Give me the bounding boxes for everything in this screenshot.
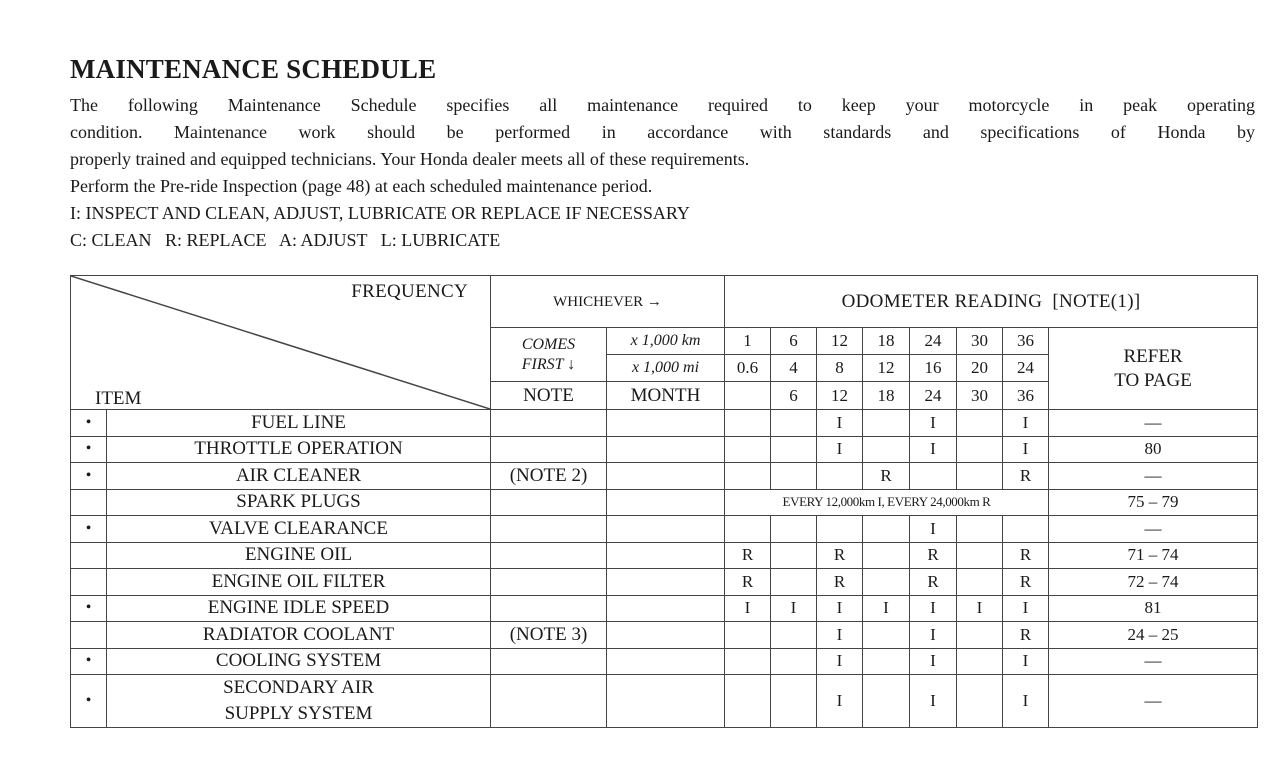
schedule-mark [725, 622, 771, 649]
km-value: 36 [1003, 328, 1049, 355]
schedule-mark [771, 516, 817, 543]
refer-page-cell: — [1049, 463, 1258, 490]
km-unit-label: x 1,000 km [607, 328, 725, 355]
month-value: 18 [863, 382, 910, 410]
schedule-mark: R [817, 569, 863, 596]
mi-value: 20 [957, 355, 1003, 382]
note-cell [491, 648, 607, 675]
item-name: ENGINE OIL FILTER [107, 569, 491, 596]
km-value: 6 [771, 328, 817, 355]
item-name: VALVE CLEARANCE [107, 516, 491, 543]
note-cell: (NOTE 2) [491, 463, 607, 490]
item-name: AIR CLEANER [107, 463, 491, 490]
schedule-mark: R [910, 542, 957, 569]
refer-page-cell: 71 – 74 [1049, 542, 1258, 569]
schedule-mark: I [817, 595, 863, 622]
schedule-mark: R [817, 542, 863, 569]
item-name: ENGINE IDLE SPEED [107, 595, 491, 622]
refer-label: REFER [1123, 345, 1183, 367]
schedule-mark: I [817, 648, 863, 675]
item-name: THROTTLE OPERATION [107, 436, 491, 463]
item-name: COOLING SYSTEM [107, 648, 491, 675]
item-name: FUEL LINE [107, 410, 491, 437]
severity-dot: • [71, 410, 107, 437]
severity-dot: • [71, 675, 107, 728]
month-cell [607, 595, 725, 622]
interval-note: EVERY 12,000km I, EVERY 24,000km R [725, 489, 1049, 516]
schedule-mark: I [910, 622, 957, 649]
severity-dot [71, 489, 107, 516]
table-row [71, 516, 1258, 543]
note-cell [491, 595, 607, 622]
table-row [71, 648, 1258, 675]
table-row [71, 595, 1258, 622]
mi-unit-label: x 1,000 mi [607, 355, 725, 382]
km-value: 18 [863, 328, 910, 355]
schedule-mark: I [1003, 675, 1049, 728]
note-cell [491, 436, 607, 463]
note-cell [491, 675, 607, 728]
schedule-mark: I [863, 595, 910, 622]
schedule-mark [771, 622, 817, 649]
schedule-mark: R [1003, 569, 1049, 596]
mi-value: 8 [817, 355, 863, 382]
table-row [71, 410, 1258, 437]
schedule-mark [725, 436, 771, 463]
odometer-reading-header: ODOMETER READING [NOTE(1)] [725, 276, 1258, 328]
schedule-mark: I [910, 516, 957, 543]
schedule-mark: I [1003, 436, 1049, 463]
schedule-mark [863, 516, 910, 543]
schedule-mark: I [817, 675, 863, 728]
note-cell [491, 410, 607, 437]
schedule-mark: I [957, 595, 1003, 622]
refer-page-cell: 72 – 74 [1049, 569, 1258, 596]
km-value: 30 [957, 328, 1003, 355]
first-label: FIRST ↓ [521, 355, 576, 373]
schedule-mark [1003, 516, 1049, 543]
schedule-mark: I [1003, 410, 1049, 437]
mi-value: 4 [771, 355, 817, 382]
item-name: SPARK PLUGS [107, 489, 491, 516]
severity-dot: • [71, 595, 107, 622]
refer-page-cell: — [1049, 648, 1258, 675]
table-row [71, 542, 1258, 569]
schedule-mark: I [771, 595, 817, 622]
table-row [71, 569, 1258, 596]
note-cell: (NOTE 3) [491, 622, 607, 649]
severity-dot: • [71, 436, 107, 463]
refer-page-cell: 24 – 25 [1049, 622, 1258, 649]
legend-inspect: I: INSPECT AND CLEAN, ADJUST, LUBRICATE OR REPLACE IF NECESSARY [70, 203, 690, 223]
legend-codes: C: CLEAN R: REPLACE A: ADJUST L: LUBRICATE [70, 230, 501, 250]
intro-line-3: properly trained and equipped technicians. Your Honda dealer meets all of these requirements. [70, 149, 750, 169]
note-column-header: NOTE [491, 382, 607, 410]
km-value: 12 [817, 328, 863, 355]
schedule-mark [863, 622, 910, 649]
maintenance-table [70, 275, 1258, 728]
schedule-mark: R [1003, 463, 1049, 490]
schedule-mark [910, 463, 957, 490]
schedule-mark: I [817, 436, 863, 463]
mi-value: 0.6 [725, 355, 771, 382]
refer-page-cell: 75 – 79 [1049, 489, 1258, 516]
mi-value: 16 [910, 355, 957, 382]
to-page-label: TO PAGE [1114, 369, 1192, 391]
schedule-mark: R [725, 542, 771, 569]
month-value: 6 [771, 382, 817, 410]
severity-dot: • [71, 648, 107, 675]
schedule-mark [817, 463, 863, 490]
schedule-mark: I [910, 595, 957, 622]
month-value: 12 [817, 382, 863, 410]
mi-value: 12 [863, 355, 910, 382]
frequency-label: FREQUENCY [351, 281, 468, 302]
schedule-mark [725, 410, 771, 437]
severity-dot [71, 542, 107, 569]
mi-value: 24 [1003, 355, 1049, 382]
page-title: MAINTENANCE SCHEDULE [70, 54, 437, 84]
schedule-mark: R [910, 569, 957, 596]
note-cell [491, 542, 607, 569]
note-cell [491, 516, 607, 543]
month-cell [607, 622, 725, 649]
severity-dot: • [71, 463, 107, 490]
item-label: ITEM [95, 388, 142, 409]
schedule-mark [771, 542, 817, 569]
schedule-mark [725, 675, 771, 728]
schedule-mark: I [725, 595, 771, 622]
schedule-mark [817, 516, 863, 543]
schedule-mark [863, 542, 910, 569]
schedule-mark: I [910, 648, 957, 675]
item-name: RADIATOR COOLANT [107, 622, 491, 649]
table-row [71, 489, 1258, 516]
schedule-mark [863, 569, 910, 596]
severity-dot [71, 569, 107, 596]
month-cell [607, 516, 725, 543]
month-cell [607, 489, 725, 516]
schedule-mark [771, 648, 817, 675]
table-row [71, 436, 1258, 463]
schedule-mark [863, 410, 910, 437]
table-row [71, 463, 1258, 490]
note-cell [491, 489, 607, 516]
intro-line-1: The following Maintenance Schedule specifies all maintenance required to keep your motorcycle in peak operating [70, 95, 1255, 115]
note-cell [491, 569, 607, 596]
schedule-mark [957, 675, 1003, 728]
month-cell [607, 542, 725, 569]
schedule-mark [725, 648, 771, 675]
month-cell [607, 648, 725, 675]
intro-text [70, 92, 1255, 254]
schedule-mark [725, 463, 771, 490]
schedule-mark: I [817, 622, 863, 649]
intro-line-2: condition. Maintenance work should be performed in accordance with standards and specifications of Honda by [70, 122, 1255, 142]
schedule-mark [957, 410, 1003, 437]
schedule-mark: I [910, 410, 957, 437]
refer-page-cell: — [1049, 516, 1258, 543]
schedule-mark: I [910, 436, 957, 463]
schedule-mark [957, 622, 1003, 649]
km-value: 24 [910, 328, 957, 355]
schedule-mark [725, 516, 771, 543]
severity-dot [71, 622, 107, 649]
schedule-mark [957, 542, 1003, 569]
schedule-mark: I [910, 675, 957, 728]
month-column-header: MONTH [607, 382, 725, 410]
schedule-mark [957, 436, 1003, 463]
comes-label: COMES [521, 335, 576, 353]
intro-line-4: Perform the Pre-ride Inspection (page 48) at each scheduled maintenance period. [70, 176, 653, 196]
month-cell [607, 463, 725, 490]
table-row [71, 622, 1258, 649]
month-value [725, 382, 771, 410]
schedule-mark: I [1003, 595, 1049, 622]
month-cell [607, 569, 725, 596]
month-value: 36 [1003, 382, 1049, 410]
item-name: ENGINE OIL [107, 542, 491, 569]
schedule-mark [771, 463, 817, 490]
schedule-mark [771, 410, 817, 437]
refer-page-cell: — [1049, 410, 1258, 437]
schedule-mark [957, 463, 1003, 490]
month-cell [607, 410, 725, 437]
schedule-mark [771, 569, 817, 596]
schedule-mark [957, 516, 1003, 543]
frequency-item-corner [71, 276, 491, 410]
schedule-mark: R [863, 463, 910, 490]
schedule-mark [771, 675, 817, 728]
schedule-mark [957, 569, 1003, 596]
refer-to-page-header [1049, 328, 1258, 410]
item-name: SECONDARY AIR SUPPLY SYSTEM [107, 675, 491, 728]
refer-page-cell: — [1049, 675, 1258, 728]
schedule-mark [863, 675, 910, 728]
schedule-mark: R [725, 569, 771, 596]
whichever-label: WHICHEVER → [491, 276, 725, 328]
severity-dot: • [71, 516, 107, 543]
schedule-mark: R [1003, 542, 1049, 569]
month-cell [607, 436, 725, 463]
month-value: 24 [910, 382, 957, 410]
schedule-mark [863, 436, 910, 463]
schedule-mark: I [1003, 648, 1049, 675]
month-cell [607, 675, 725, 728]
schedule-mark [957, 648, 1003, 675]
km-value: 1 [725, 328, 771, 355]
month-value: 30 [957, 382, 1003, 410]
schedule-mark [863, 648, 910, 675]
refer-page-cell: 81 [1049, 595, 1258, 622]
schedule-mark: I [817, 410, 863, 437]
schedule-mark: R [1003, 622, 1049, 649]
refer-page-cell: 80 [1049, 436, 1258, 463]
schedule-mark [771, 436, 817, 463]
table-row [71, 675, 1258, 728]
comes-first-label [491, 328, 607, 382]
